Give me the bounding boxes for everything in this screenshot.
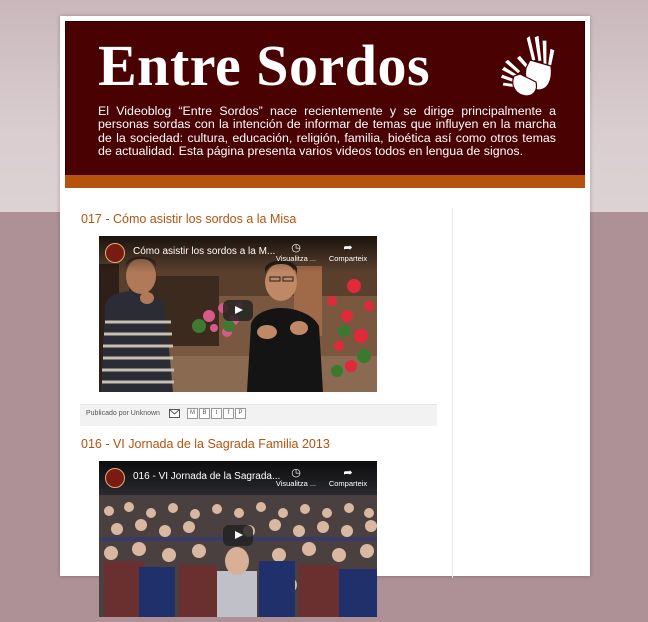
share-label: Comparteix: [328, 479, 368, 488]
channel-avatar[interactable]: [105, 468, 125, 488]
blog-content: [60, 16, 590, 576]
blog-description: El Videoblog “Entre Sordos” nace recientemente y se dirige principalmente a personas sordas con la intención de informar de temas que influyen en la marcha de la sociedad: cultura, educación, religión, familia, bioética así como otros temas de actualidad. Esta página presenta varios videos todos en lengua de signos.: [98, 104, 556, 159]
header-accent-bar: [65, 175, 585, 188]
play-button[interactable]: [223, 525, 253, 546]
blog-title[interactable]: Entre Sordos: [98, 33, 431, 98]
share-label: Comparteix: [328, 254, 368, 263]
sign-language-hands-icon: [496, 32, 558, 98]
post-title-link[interactable]: 016 - VI Jornada de la Sagrada Familia 2013: [81, 437, 330, 451]
email-share-icon[interactable]: M: [187, 408, 198, 419]
blog-header: [65, 21, 585, 188]
email-post-icon[interactable]: [169, 409, 180, 418]
share-button[interactable]: [325, 467, 371, 488]
post-title-row: [81, 212, 296, 226]
post-title-link[interactable]: 017 - Cómo asistir los sordos a la Misa: [81, 212, 297, 226]
twitter-share-icon[interactable]: t: [211, 408, 222, 419]
post-footer: [80, 404, 437, 426]
facebook-share-icon[interactable]: f: [223, 408, 234, 419]
post-title-row: [81, 437, 330, 451]
video-title[interactable]: Cómo asistir los sordos a la M...: [133, 246, 276, 257]
video-title[interactable]: 016 - VI Jornada de la Sagrada...: [133, 471, 281, 482]
video-title-bar: [99, 461, 377, 497]
video-player[interactable]: [99, 461, 377, 617]
video-player[interactable]: [99, 236, 377, 392]
video-title-bar: [99, 236, 377, 272]
watch-later-button[interactable]: [273, 242, 319, 263]
pinterest-share-icon[interactable]: P: [235, 408, 246, 419]
posted-by: Publicado por Unknown: [86, 410, 160, 417]
clock-icon: ◷: [291, 242, 301, 254]
play-button[interactable]: [223, 300, 253, 321]
watch-later-label: Visualitza ...: [275, 254, 317, 263]
watch-later-label: Visualitza ...: [275, 479, 317, 488]
share-buttons: [187, 408, 247, 426]
share-arrow-icon: ➦: [343, 467, 353, 479]
sidebar-divider: [452, 208, 453, 578]
share-button[interactable]: [325, 242, 371, 263]
channel-avatar[interactable]: [105, 243, 125, 263]
clock-icon: ◷: [291, 467, 301, 479]
watch-later-button[interactable]: [273, 467, 319, 488]
share-arrow-icon: ➦: [343, 242, 353, 254]
blogthis-share-icon[interactable]: B: [199, 408, 210, 419]
